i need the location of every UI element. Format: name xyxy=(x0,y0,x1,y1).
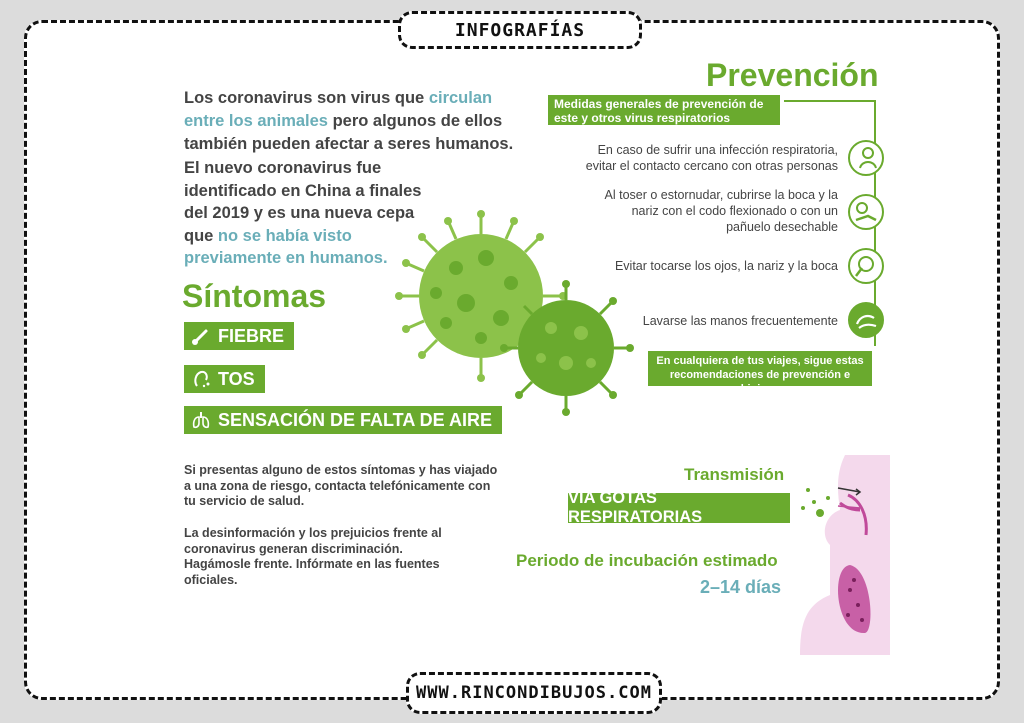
prevention-item-handwash: Lavarse las manos frecuentemente xyxy=(642,314,838,328)
distance-icon xyxy=(848,140,884,176)
prevention-footer: En cualquiera de tus viajes, sigue estas recomendaciones de prevención e higiene xyxy=(648,351,872,386)
prevention-item-distance: En caso de sufrir una infección respiratoria, evitar el contacto cercano con otras personas xyxy=(585,143,838,173)
symptom-label: SENSACIÓN DE FALTA DE AIRE xyxy=(218,409,493,430)
intro-text: El nuevo coronavirus fue identificado en China a finales del 2019 y es una nueva cepa que xyxy=(184,159,422,245)
symptom-chip-breath xyxy=(184,406,502,434)
header-tag-label: INFOGRAFÍAS xyxy=(454,19,586,41)
droplets-icon xyxy=(798,478,868,528)
hand-wash-icon xyxy=(848,302,884,338)
intro-highlight: no se había visto previamente en humanos. xyxy=(184,226,388,267)
intro-text: Los coronavirus son virus que xyxy=(184,89,429,107)
symptom-label: TOS xyxy=(218,368,255,389)
transmission-label: Transmisión xyxy=(684,465,785,484)
symptom-chip-fever xyxy=(184,322,294,350)
footer-url[interactable]: WWW.RINCONDIBUJOS.COM xyxy=(416,683,652,703)
thermometer-icon xyxy=(190,325,212,347)
incubation-days: 2–14 días xyxy=(700,577,782,597)
transmission-via-chip: VÍA GOTAS RESPIRATORIAS xyxy=(568,493,790,523)
incubation-label: Periodo de incubación estimado xyxy=(516,551,778,570)
symptom-chip-cough xyxy=(184,365,265,393)
elbow-cough-icon xyxy=(848,194,884,230)
footer-url-tag[interactable] xyxy=(406,672,662,714)
symptoms-title: Síntomas xyxy=(182,278,327,314)
intro-text: pero algunos de ellos también pueden afectar a seres humanos. xyxy=(184,112,514,153)
symptom-label: FIEBRE xyxy=(218,325,285,346)
intro-paragraph-1 xyxy=(184,87,514,156)
contact-advice-text: Si presentas alguno de estos síntomas y has viajado a una zona de riesgo, contacta telefónicamente con tu servicio de salud. xyxy=(184,463,498,508)
cough-icon xyxy=(190,368,212,390)
prevention-title: Prevención xyxy=(706,57,879,93)
prevention-item-elbow: Al toser o estornudar, cubrirse la boca y la nariz con el codo flexionado o con un pañuelo desechable xyxy=(604,188,838,234)
lungs-icon xyxy=(190,409,212,431)
face-touch-icon xyxy=(848,248,884,284)
prevention-item-face: Evitar tocarse los ojos, la nariz y la boca xyxy=(614,259,838,273)
misinformation-text: La desinformación y los prejuicios frente al coronavirus generan discriminación. Hagámosle frente. Infórmate en las fuentes oficiales. xyxy=(184,526,442,587)
intro-highlight: circulan entre los animales xyxy=(184,89,493,130)
prevention-header: Medidas generales de prevención de este y otros virus respiratorios xyxy=(548,95,780,125)
header-tag xyxy=(398,11,642,49)
